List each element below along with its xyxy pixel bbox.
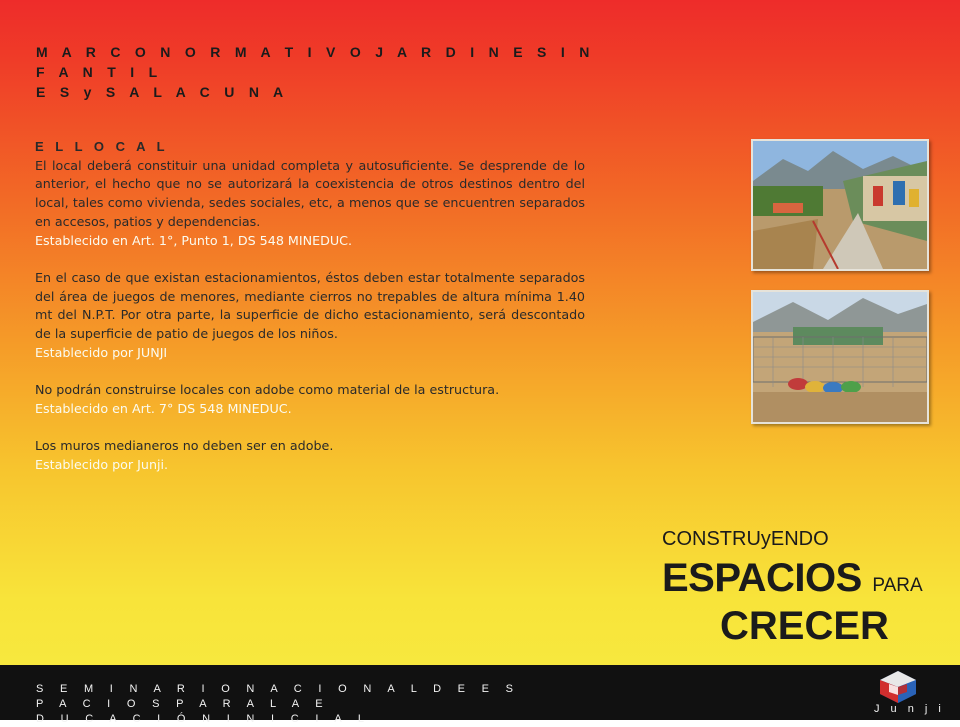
paragraph-4: Los muros medianeros no deben ser en adobe. bbox=[35, 438, 334, 454]
title-line-1: M A R C O N O R M A T I V O J A R D I N E S I N F A N T I L bbox=[36, 44, 595, 80]
paragraph-2-source: Establecido por JUNJI bbox=[35, 344, 168, 360]
paragraph-4-source: Establecido por Junji. bbox=[35, 456, 169, 472]
tagline-espacios: ESPACIOS bbox=[662, 556, 862, 600]
tagline-para: PARA bbox=[872, 575, 923, 596]
junji-logo-icon bbox=[879, 670, 917, 704]
footer-line-2: D U C A C I Ó N I N I C I A L bbox=[36, 713, 371, 725]
paragraph-3: No podrán construirse locales con adobe como material de la estructura. bbox=[35, 382, 500, 398]
paragraph-2: En el caso de que existan estacionamientos, éstos deben estar totalmente separados del área de juegos de menores, mediante cierros no trepables de altura mínima 1.40 mt del N.P.T. Por otra parte, la superficie de dicho estacionamiento, será descontado de la superficie de patio de juegos de los niños. bbox=[35, 269, 585, 342]
tagline-line-3: CRECER bbox=[720, 604, 889, 648]
slide-title bbox=[36, 42, 596, 102]
section-heading: E L L O C A L bbox=[35, 139, 169, 154]
photo-kindergarten-exterior bbox=[751, 139, 929, 271]
tagline-line-2 bbox=[662, 556, 923, 601]
photo-playground bbox=[751, 290, 929, 424]
main-text bbox=[35, 138, 585, 475]
footer-line-1: S E M I N A R I O N A C I O N A L D E E S P A C I O S P A R A L A E bbox=[36, 683, 520, 710]
paragraph-1-source: Establecido en Art. 1°, Punto 1, DS 548 MINEDUC. bbox=[35, 232, 353, 248]
title-line-2: E S y S A L A C U N A bbox=[36, 84, 289, 100]
tagline-line-1: CONSTRUyENDO bbox=[662, 528, 829, 550]
paragraph-3-source: Establecido en Art. 7° DS 548 MINEDUC. bbox=[35, 400, 292, 416]
logo-text: J u n j i bbox=[874, 703, 945, 715]
footer-text bbox=[36, 682, 536, 727]
paragraph-1: El local deberá constituir una unidad completa y autosuficiente. Se desprende de lo anterior, el hecho que no se autorizará la coexistencia de otros destinos dentro del local, tales como vivienda, sedes sociales, etc, a menos que se encuentren separados en accesos, patios y dependencias. bbox=[35, 157, 585, 229]
